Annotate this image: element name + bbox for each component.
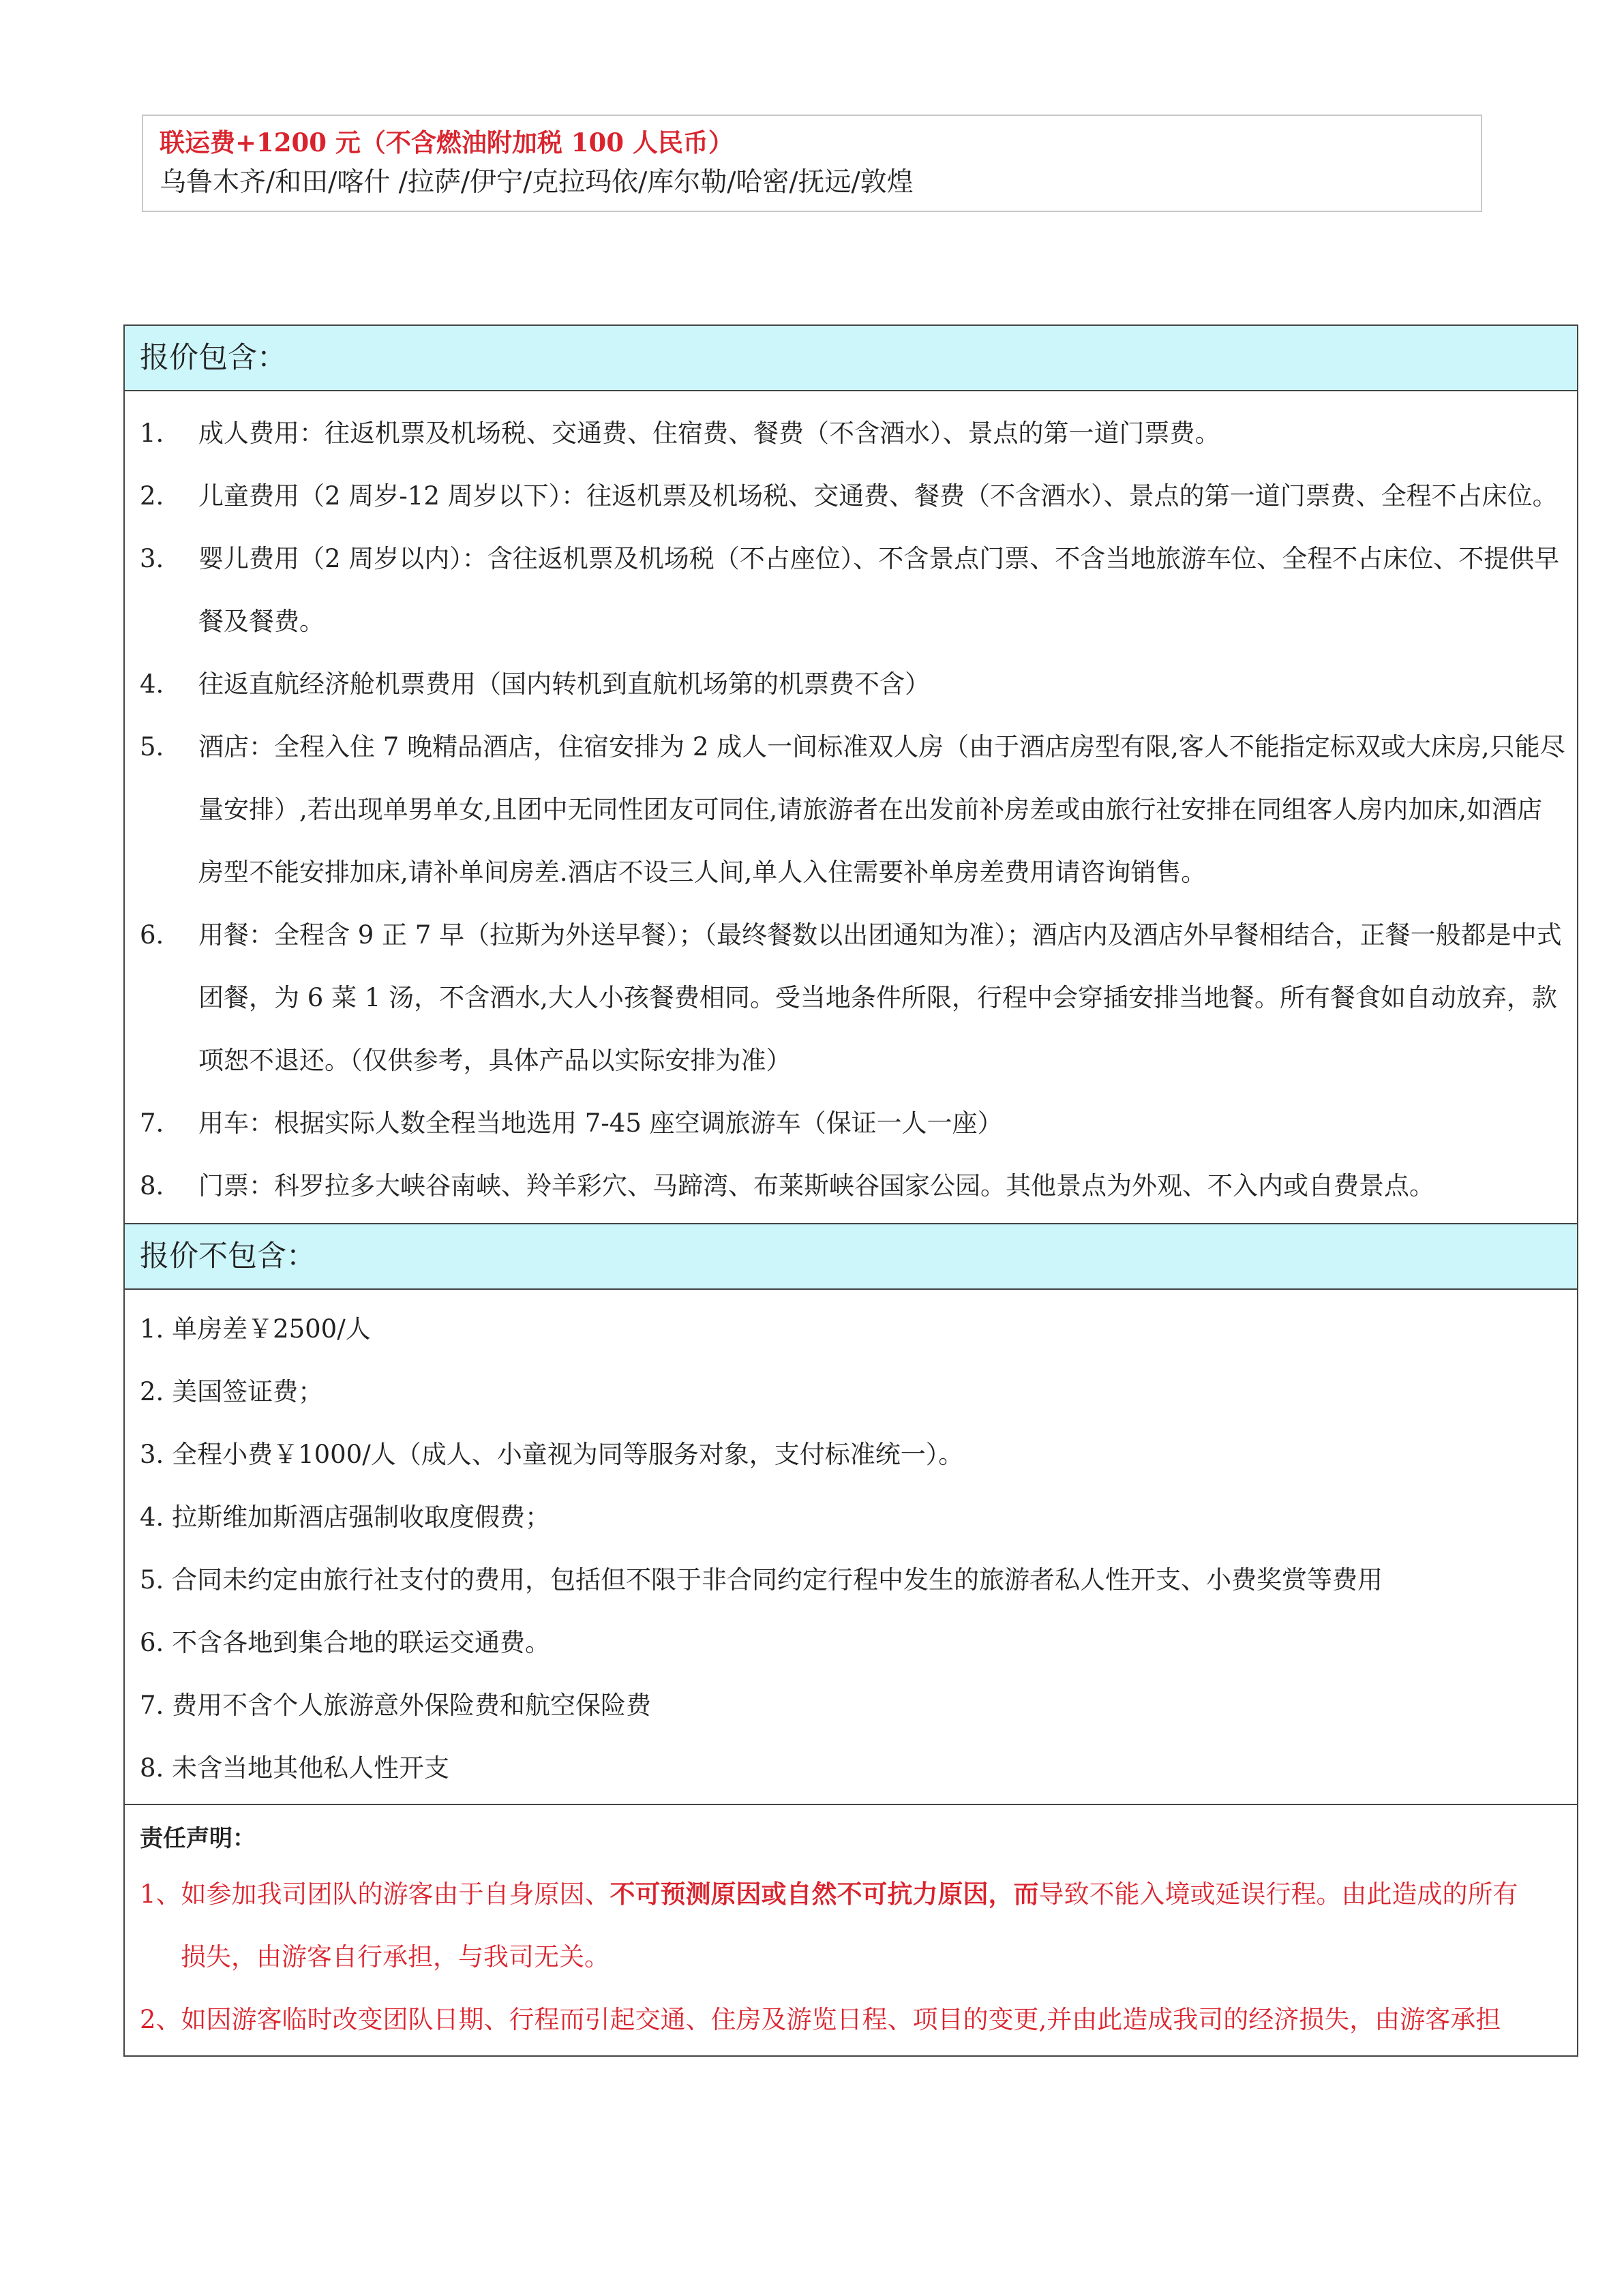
item-text: 儿童费用（2 周岁-12 周岁以下）：往返机票及机场税、交通费、餐费（不含酒水）、景点的第一道门票费、全程不占床位。 bbox=[198, 481, 1558, 511]
included-item bbox=[125, 528, 1577, 653]
disclaimer-title: 责任声明： bbox=[140, 1825, 256, 1852]
excluded-item: 6. 不含各地到集合地的联运交通费。 bbox=[140, 1628, 551, 1657]
item-text: 婴儿费用（2 周岁以内）：含往返机票及机场税（不占座位）、不含景点门票、不含当地旅游车位、全程不占床位、不提供早餐及餐费。 bbox=[198, 544, 1560, 636]
connecting-cities: 乌鲁木齐/和田/喀什 /拉萨/伊宁/克拉玛依/库尔勒/哈密/抚远/敦煌 bbox=[160, 167, 914, 198]
item-number: 2. bbox=[140, 481, 164, 511]
item-text: 成人费用：往返机票及机场税、交通费、住宿费、餐费（不含酒水）、景点的第一道门票费。 bbox=[198, 419, 1220, 448]
excluded-item: 8. 未含当地其他私人性开支 bbox=[140, 1753, 450, 1783]
included-item bbox=[125, 716, 1577, 904]
included-item bbox=[125, 904, 1577, 1092]
included-item bbox=[125, 402, 1577, 465]
item-text: 用餐：全程含 9 正 7 早（拉斯为外送早餐）；（最终餐数以出团通知为准）；酒店内及酒店外早餐相结合，正餐一般都是中式团餐，为 6 菜 1 汤，不含酒水,大人小孩餐费相同。受当地条件所限，行程中会穿插安排当地餐。所有餐食如自动放弃，款项恕不退还。（仅供参考，具体产品以实际安排为准） bbox=[198, 920, 1562, 1075]
connecting-fee-box bbox=[142, 115, 1482, 212]
excluded-item: 4. 拉斯维加斯酒店强制收取度假费； bbox=[140, 1502, 551, 1532]
disclaimer-text: 导致不能入境或延误行程。由此造成的所有 bbox=[1038, 1879, 1518, 1909]
price-details-table bbox=[123, 324, 1578, 2057]
excluded-header: 报价不包含： bbox=[125, 1223, 1577, 1290]
item-number: 6. bbox=[140, 920, 164, 950]
excluded-item: 2. 美国签证费； bbox=[140, 1377, 324, 1406]
included-item bbox=[125, 1092, 1577, 1155]
item-text: 酒店：全程入住 7 晚精品酒店，住宿安排为 2 成人一间标准双人房（由于酒店房型有限,客人不能指定标双或大床房,只能尽量安排）,若出现单男单女,且团中无同性团友可同住,请旅游者在出发前补房差或由旅行社安排在同组客人房内加床,如酒店房型不能安排加床,请补单间房差.酒店不设三人间,单人入住需要补单房差费用请咨询销售。 bbox=[198, 732, 1565, 887]
disclaimer-text: 损失，由游客自行承担，与我司无关。 bbox=[181, 1942, 610, 1972]
item-text: 用车：根据实际人数全程当地选用 7-45 座空调旅游车（保证一人一座） bbox=[198, 1108, 1003, 1138]
item-text: 门票：科罗拉多大峡谷南峡、羚羊彩穴、马蹄湾、布莱斯峡谷国家公园。其他景点为外观、不入内或自费景点。 bbox=[198, 1171, 1434, 1200]
disclaimer-text: 1、如参加我司团队的游客由于自身原因、 bbox=[140, 1879, 610, 1909]
included-item bbox=[125, 653, 1577, 716]
item-number: 3. bbox=[140, 544, 164, 573]
disclaimer-item-2: 2、如因游客临时改变团队日期、行程而引起交通、住房及游览日程、项目的变更,并由此造成我司的经济损失，由游客承担 bbox=[140, 2005, 1501, 2034]
included-header: 报价包含： bbox=[125, 326, 1577, 391]
disclaimer-bold-text: 不可预测原因或自然不可抗力原因，而 bbox=[610, 1879, 1039, 1909]
excluded-list bbox=[125, 1290, 1577, 1804]
excluded-item: 3. 全程小费￥1000/人（成人、小童视为同等服务对象，支付标准统一）。 bbox=[140, 1440, 964, 1469]
included-item bbox=[125, 1155, 1577, 1218]
excluded-item: 1. 单房差￥2500/人 bbox=[140, 1314, 371, 1344]
item-number: 7. bbox=[140, 1108, 164, 1138]
included-item bbox=[125, 465, 1577, 528]
item-number: 5. bbox=[140, 732, 164, 761]
item-number: 8. bbox=[140, 1171, 164, 1200]
disclaimer-section bbox=[125, 1804, 1577, 2055]
connecting-fee-title: 联运费+1200 元（不含燃油附加税 100 人民币） bbox=[160, 127, 734, 157]
excluded-item: 5. 合同未约定由旅行社支付的费用，包括但不限于非合同约定行程中发生的旅游者私人性开支、小费奖赏等费用 bbox=[140, 1565, 1383, 1595]
item-text: 往返直航经济舱机票费用（国内转机到直航机场第的机票费不含） bbox=[198, 669, 930, 699]
item-number: 4. bbox=[140, 669, 164, 699]
item-number: 1. bbox=[140, 419, 164, 448]
excluded-item: 7. 费用不含个人旅游意外保险费和航空保险费 bbox=[140, 1691, 652, 1720]
disclaimer-item-1 bbox=[125, 1862, 1577, 1989]
included-list bbox=[125, 391, 1577, 1223]
